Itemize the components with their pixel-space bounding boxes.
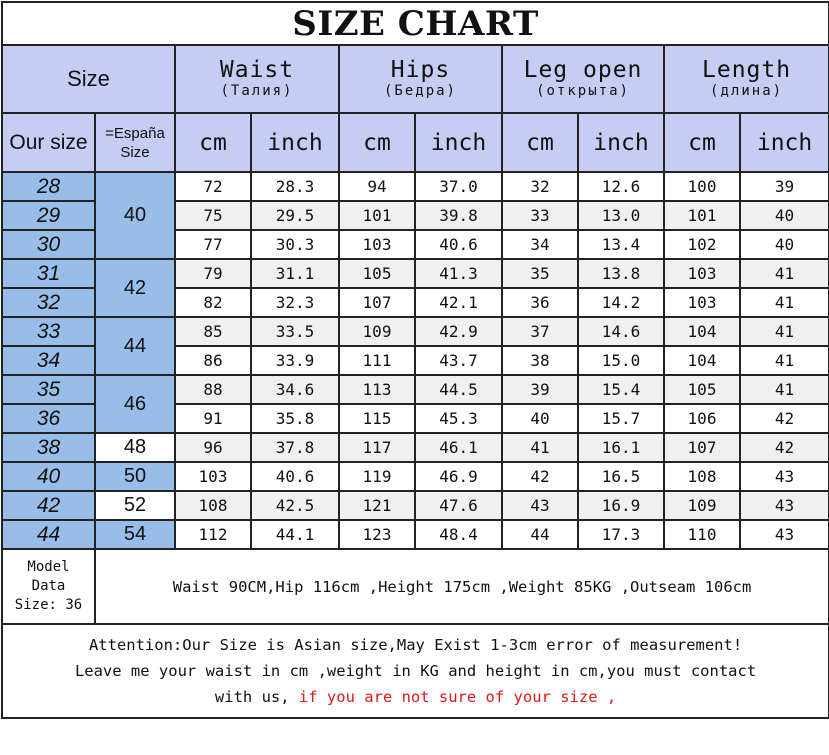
- our-size-cell: 33: [2, 317, 95, 346]
- hips-inch-cell: 46.1: [415, 433, 502, 462]
- leg-open-cm-cell: 41: [502, 433, 578, 462]
- leg-open-cm-cell: 32: [502, 172, 578, 201]
- model-data-text: Waist 90CM,Hip 116cm ,Height 175cm ,Weight 85KG ,Outseam 106cm: [95, 549, 829, 624]
- hips-cm-cell: 107: [339, 288, 415, 317]
- length-cm-header: cm: [664, 113, 740, 172]
- waist-cm-cell: 91: [175, 404, 251, 433]
- hips-header-name: Hips: [390, 57, 451, 83]
- espana-size-cell: 52: [95, 491, 175, 520]
- hips-inch-cell: 44.5: [415, 375, 502, 404]
- length-cm-cell: 107: [664, 433, 740, 462]
- length-inch-cell: 43: [740, 491, 829, 520]
- our-size-header: Our size: [2, 113, 95, 172]
- attention-line2: Leave me your waist in cm ,weight in KG and height in cm,you must contact: [74, 662, 757, 680]
- waist-inch-cell: 34.6: [251, 375, 339, 404]
- our-size-cell: 38: [2, 433, 95, 462]
- table-row: [2, 172, 829, 201]
- length-inch-cell: 41: [740, 288, 829, 317]
- waist-cm-cell: 72: [175, 172, 251, 201]
- leg-open-inch-cell: 13.4: [578, 230, 664, 259]
- hips-cm-header: cm: [339, 113, 415, 172]
- our-size-cell: 42: [2, 491, 95, 520]
- our-size-cell: 40: [2, 462, 95, 491]
- length-inch-cell: 39: [740, 172, 829, 201]
- length-inch-cell: 40: [740, 230, 829, 259]
- our-size-cell: 28: [2, 172, 95, 201]
- leg-open-inch-cell: 12.6: [578, 172, 664, 201]
- leg-open-inch-cell: 13.8: [578, 259, 664, 288]
- hips-cm-cell: 111: [339, 346, 415, 375]
- espana-size-cell: 44: [95, 317, 175, 375]
- hips-header-sub: (Бедра): [383, 83, 457, 99]
- length-inch-cell: 41: [740, 375, 829, 404]
- hips-cm-cell: 109: [339, 317, 415, 346]
- leg-open-inch-cell: 14.6: [578, 317, 664, 346]
- page-title: SIZE CHART: [2, 2, 829, 45]
- leg-open-inch-cell: 15.7: [578, 404, 664, 433]
- espana-size-cell: 42: [95, 259, 175, 317]
- length-inch-cell: 42: [740, 404, 829, 433]
- hips-inch-cell: 37.0: [415, 172, 502, 201]
- length-cm-cell: 109: [664, 491, 740, 520]
- model-label-line2: Data: [31, 578, 66, 594]
- leg-open-cm-cell: 35: [502, 259, 578, 288]
- waist-inch-cell: 32.3: [251, 288, 339, 317]
- waist-cm-cell: 108: [175, 491, 251, 520]
- table-row: [2, 375, 829, 404]
- table-row: [2, 259, 829, 288]
- our-size-cell: 35: [2, 375, 95, 404]
- model-label-line1: Model: [27, 559, 70, 575]
- leg-open-inch-cell: 15.0: [578, 346, 664, 375]
- length-cm-cell: 104: [664, 317, 740, 346]
- waist-inch-cell: 29.5: [251, 201, 339, 230]
- waist-inch-cell: 35.8: [251, 404, 339, 433]
- hips-inch-cell: 45.3: [415, 404, 502, 433]
- waist-cm-cell: 85: [175, 317, 251, 346]
- waist-inch-cell: 37.8: [251, 433, 339, 462]
- length-inch-cell: 41: [740, 346, 829, 375]
- hips-cm-cell: 103: [339, 230, 415, 259]
- our-size-cell: 34: [2, 346, 95, 375]
- length-inch-cell: 41: [740, 317, 829, 346]
- leg-open-cm-cell: 44: [502, 520, 578, 549]
- hips-cm-cell: 121: [339, 491, 415, 520]
- waist-inch-header: inch: [251, 113, 339, 172]
- size-header: Size: [2, 45, 175, 113]
- leg-open-cm-cell: 37: [502, 317, 578, 346]
- length-cm-cell: 101: [664, 201, 740, 230]
- table-row: [2, 462, 829, 491]
- length-cm-cell: 104: [664, 346, 740, 375]
- length-cm-cell: 102: [664, 230, 740, 259]
- espana-size-cell: 40: [95, 172, 175, 259]
- model-label-line3: Size: 36: [14, 597, 83, 613]
- waist-inch-cell: 30.3: [251, 230, 339, 259]
- leg-open-inch-header: inch: [578, 113, 664, 172]
- table-row: [2, 433, 829, 462]
- length-cm-cell: 103: [664, 259, 740, 288]
- waist-inch-cell: 42.5: [251, 491, 339, 520]
- length-inch-cell: 41: [740, 259, 829, 288]
- hips-inch-cell: 42.9: [415, 317, 502, 346]
- espana-size-cell: 48: [95, 433, 175, 462]
- length-inch-cell: 40: [740, 201, 829, 230]
- waist-cm-cell: 96: [175, 433, 251, 462]
- leg-open-inch-cell: 14.2: [578, 288, 664, 317]
- waist-cm-cell: 75: [175, 201, 251, 230]
- leg-open-inch-cell: 17.3: [578, 520, 664, 549]
- waist-inch-cell: 44.1: [251, 520, 339, 549]
- length-inch-cell: 43: [740, 520, 829, 549]
- hips-header: [339, 45, 502, 113]
- hips-inch-cell: 42.1: [415, 288, 502, 317]
- hips-inch-header: inch: [415, 113, 502, 172]
- waist-inch-cell: 28.3: [251, 172, 339, 201]
- length-inch-cell: 42: [740, 433, 829, 462]
- our-size-cell: 44: [2, 520, 95, 549]
- leg-open-cm-cell: 33: [502, 201, 578, 230]
- waist-cm-cell: 88: [175, 375, 251, 404]
- our-size-cell: 30: [2, 230, 95, 259]
- waist-inch-cell: 33.5: [251, 317, 339, 346]
- waist-cm-header: cm: [175, 113, 251, 172]
- waist-inch-cell: 40.6: [251, 462, 339, 491]
- length-cm-cell: 103: [664, 288, 740, 317]
- hips-inch-cell: 48.4: [415, 520, 502, 549]
- hips-inch-cell: 46.9: [415, 462, 502, 491]
- attention-row: [2, 624, 829, 718]
- table-row: [2, 520, 829, 549]
- length-cm-cell: 100: [664, 172, 740, 201]
- hips-cm-cell: 119: [339, 462, 415, 491]
- leg-open-inch-cell: 16.1: [578, 433, 664, 462]
- waist-cm-cell: 112: [175, 520, 251, 549]
- length-inch-cell: 43: [740, 462, 829, 491]
- leg-open-header-name: Leg open: [523, 57, 643, 83]
- leg-open-cm-cell: 34: [502, 230, 578, 259]
- espana-size-header: [95, 113, 175, 172]
- hips-cm-cell: 117: [339, 433, 415, 462]
- length-cm-cell: 106: [664, 404, 740, 433]
- attention-warning: if you are not sure of your size ,: [298, 688, 617, 706]
- waist-header: [175, 45, 339, 113]
- hips-inch-cell: 47.6: [415, 491, 502, 520]
- waist-cm-cell: 77: [175, 230, 251, 259]
- hips-cm-cell: 94: [339, 172, 415, 201]
- leg-open-cm-cell: 42: [502, 462, 578, 491]
- waist-cm-cell: 86: [175, 346, 251, 375]
- length-inch-header: inch: [740, 113, 829, 172]
- leg-open-cm-cell: 40: [502, 404, 578, 433]
- hips-cm-cell: 105: [339, 259, 415, 288]
- our-size-cell: 32: [2, 288, 95, 317]
- waist-cm-cell: 79: [175, 259, 251, 288]
- leg-open-inch-cell: 15.4: [578, 375, 664, 404]
- attention-line1: Attention:Our Size is Asian size,May Exist 1-3cm error of measurement!: [88, 636, 743, 654]
- length-cm-cell: 110: [664, 520, 740, 549]
- leg-open-inch-cell: 16.5: [578, 462, 664, 491]
- leg-open-header-sub: (открыта): [536, 83, 630, 99]
- model-data-row: [2, 549, 829, 624]
- length-header-name: Length: [702, 57, 792, 83]
- leg-open-cm-header: cm: [502, 113, 578, 172]
- hips-cm-cell: 101: [339, 201, 415, 230]
- espana-size-header-line2: Size: [120, 143, 150, 161]
- leg-open-cm-cell: 39: [502, 375, 578, 404]
- espana-size-header-line1: =España: [105, 124, 165, 142]
- attention-line3-start: with us,: [214, 688, 290, 706]
- hips-inch-cell: 39.8: [415, 201, 502, 230]
- length-header: [664, 45, 829, 113]
- hips-cm-cell: 113: [339, 375, 415, 404]
- leg-open-header: [502, 45, 664, 113]
- attention-note: [2, 624, 829, 718]
- waist-inch-cell: 31.1: [251, 259, 339, 288]
- hips-inch-cell: 41.3: [415, 259, 502, 288]
- leg-open-inch-cell: 16.9: [578, 491, 664, 520]
- attention-line3: [3, 684, 828, 710]
- hips-inch-cell: 40.6: [415, 230, 502, 259]
- size-chart-table: [1, 1, 829, 719]
- model-data-label: [2, 549, 95, 624]
- table-row: [2, 317, 829, 346]
- espana-size-cell: 54: [95, 520, 175, 549]
- hips-cm-cell: 123: [339, 520, 415, 549]
- hips-cm-cell: 115: [339, 404, 415, 433]
- our-size-cell: 29: [2, 201, 95, 230]
- leg-open-cm-cell: 38: [502, 346, 578, 375]
- waist-header-name: Waist: [219, 57, 295, 83]
- hips-inch-cell: 43.7: [415, 346, 502, 375]
- our-size-cell: 31: [2, 259, 95, 288]
- leg-open-cm-cell: 36: [502, 288, 578, 317]
- leg-open-cm-cell: 43: [502, 491, 578, 520]
- length-cm-cell: 105: [664, 375, 740, 404]
- waist-cm-cell: 103: [175, 462, 251, 491]
- espana-size-cell: 50: [95, 462, 175, 491]
- waist-cm-cell: 82: [175, 288, 251, 317]
- espana-size-cell: 46: [95, 375, 175, 433]
- waist-inch-cell: 33.9: [251, 346, 339, 375]
- waist-header-sub: (Талия): [220, 83, 294, 99]
- length-cm-cell: 108: [664, 462, 740, 491]
- our-size-cell: 36: [2, 404, 95, 433]
- length-header-sub: (длина): [710, 83, 784, 99]
- leg-open-inch-cell: 13.0: [578, 201, 664, 230]
- table-row: [2, 491, 829, 520]
